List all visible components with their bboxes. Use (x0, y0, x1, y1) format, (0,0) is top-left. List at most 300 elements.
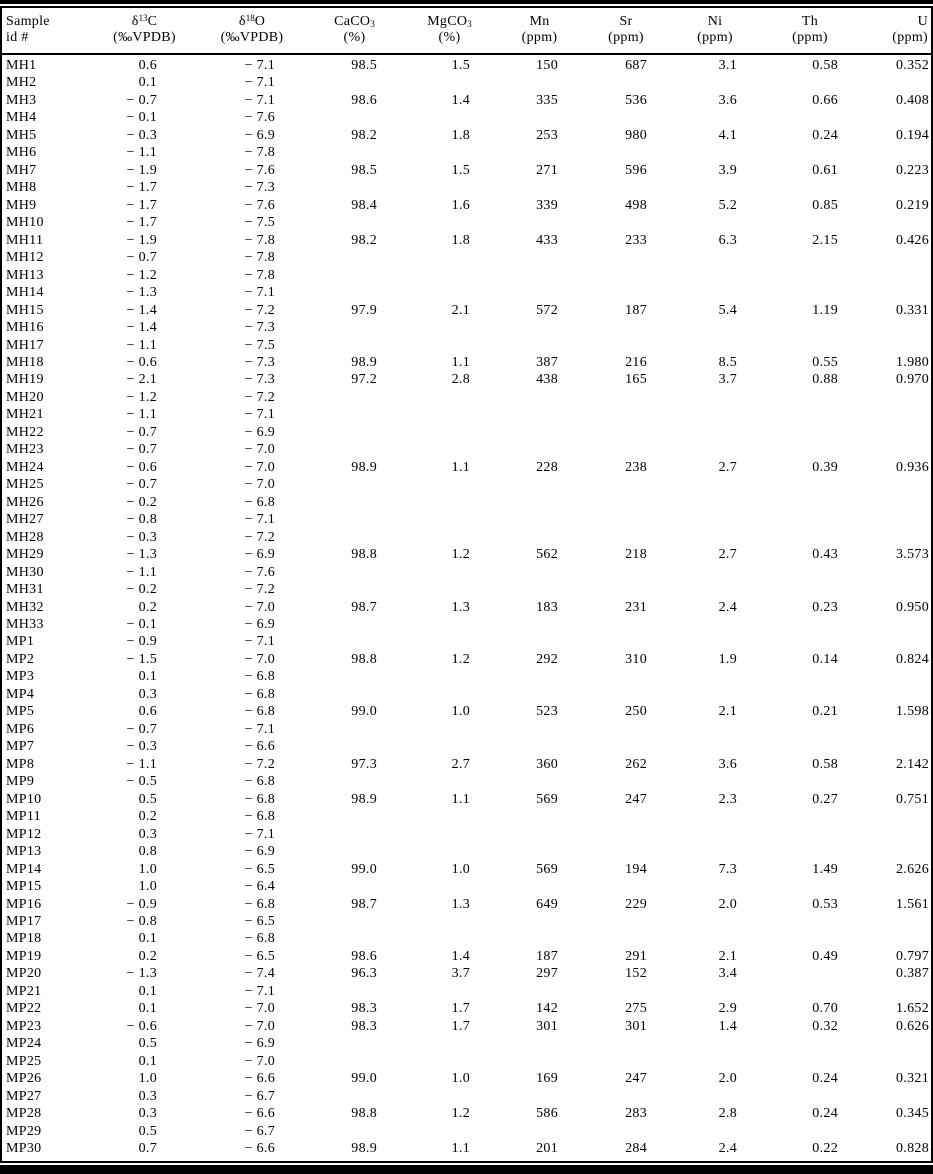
cell-mgco3: 1.1 (451, 354, 470, 370)
cell-ni (670, 983, 760, 1000)
cell-caco3: 98.8 (351, 547, 377, 563)
cell-caco3 (307, 74, 402, 91)
cell-caco3: 98.2 (351, 232, 377, 248)
column-unit: (%) (343, 30, 366, 45)
cell-mgco3: 1.2 (451, 651, 470, 667)
bottom-thick-rule (0, 1165, 933, 1174)
cell-th: 0.70 (812, 1001, 838, 1017)
cell-mgco3 (402, 214, 497, 231)
cell-sr: 218 (625, 547, 647, 563)
cell-d18o: − 6.9 (244, 1036, 275, 1052)
cell-ni (670, 668, 760, 685)
cell-mgco3 (402, 74, 497, 91)
cell-ni: 2.3 (718, 791, 737, 807)
cell-mn: 569 (536, 791, 558, 807)
cell-sample-id: MP18 (6, 931, 42, 947)
cell-d13c: − 0.7 (126, 477, 157, 493)
table-row (2, 371, 931, 388)
cell-d18o: − 6.5 (244, 913, 275, 929)
table-row (2, 983, 931, 1000)
cell-sr: 250 (625, 704, 647, 720)
cell-d13c: − 0.6 (126, 354, 157, 370)
cell-th (760, 721, 860, 738)
cell-u: 0.194 (896, 127, 929, 143)
cell-mgco3 (402, 930, 497, 947)
cell-th: 0.22 (812, 1141, 838, 1157)
cell-caco3 (307, 389, 402, 406)
cell-caco3 (307, 808, 402, 825)
cell-sample-id: MP21 (6, 983, 42, 999)
cell-sr (582, 389, 670, 406)
cell-d18o: − 6.9 (244, 547, 275, 563)
cell-sample-id: MP23 (6, 1018, 42, 1034)
cell-d18o: − 7.6 (244, 197, 275, 213)
cell-mgco3 (402, 913, 497, 930)
table-row (2, 930, 931, 947)
cell-sr: 687 (625, 58, 647, 73)
cell-sample-id: MH24 (6, 459, 44, 475)
table-row (2, 1123, 931, 1140)
cell-d13c: 0.6 (138, 704, 157, 720)
cell-d13c: 1.0 (138, 861, 157, 877)
cell-mgco3: 3.7 (451, 966, 470, 982)
cell-d18o: − 7.1 (244, 826, 275, 842)
table-row (2, 109, 931, 126)
cell-sample-id: MH29 (6, 547, 44, 563)
cell-d13c: 0.1 (138, 75, 157, 91)
cell-d18o: − 7.0 (244, 1053, 275, 1069)
cell-sr: 310 (625, 651, 647, 667)
cell-u (860, 511, 931, 528)
cell-ni: 3.7 (718, 372, 737, 388)
cell-th (760, 913, 860, 930)
cell-mn (497, 633, 582, 650)
cell-mgco3 (402, 179, 497, 196)
cell-u (860, 74, 931, 91)
cell-th (760, 965, 860, 982)
cell-mn: 301 (536, 1018, 558, 1034)
cell-th (760, 109, 860, 126)
table-row (2, 459, 931, 476)
cell-th (760, 267, 860, 284)
table-row (2, 302, 931, 319)
cell-u: 0.426 (896, 232, 929, 248)
cell-sample-id: MH1 (6, 58, 37, 73)
cell-d18o: − 7.0 (244, 442, 275, 458)
cell-sr (582, 738, 670, 755)
cell-sr (582, 826, 670, 843)
cell-sample-id: MP17 (6, 913, 42, 929)
table-row (2, 668, 931, 685)
cell-mn (497, 564, 582, 581)
table-row (2, 337, 931, 354)
cell-d13c: − 0.6 (126, 1018, 157, 1034)
cell-mgco3 (402, 616, 497, 633)
cell-d18o: − 7.0 (244, 477, 275, 493)
cell-th (760, 74, 860, 91)
cell-caco3: 98.3 (351, 1018, 377, 1034)
cell-d18o: − 7.0 (244, 651, 275, 667)
cell-d13c: 0.1 (138, 1053, 157, 1069)
cell-mgco3 (402, 284, 497, 301)
cell-mn (497, 109, 582, 126)
table-row (2, 773, 931, 790)
cell-sample-id: MH9 (6, 197, 37, 213)
cell-d18o: − 7.1 (244, 58, 275, 73)
cell-mn (497, 389, 582, 406)
cell-u (860, 843, 931, 860)
cell-sr: 536 (625, 92, 647, 108)
cell-sample-id: MH3 (6, 92, 37, 108)
cell-u (860, 721, 931, 738)
cell-sr (582, 686, 670, 703)
cell-ni (670, 337, 760, 354)
cell-u: 1.598 (896, 704, 929, 720)
cell-th (760, 668, 860, 685)
cell-d13c: − 1.2 (126, 267, 157, 283)
cell-caco3: 98.5 (351, 162, 377, 178)
cell-u: 0.387 (896, 966, 929, 982)
cell-sample-id: MP30 (6, 1141, 42, 1157)
cell-th (760, 494, 860, 511)
cell-u: 0.408 (896, 92, 929, 108)
column-title: CaCO$_3$ (334, 14, 375, 29)
cell-mn: 169 (536, 1071, 558, 1087)
cell-sample-id: MP3 (6, 669, 35, 685)
cell-mgco3 (402, 1035, 497, 1052)
cell-d18o: − 7.1 (244, 407, 275, 423)
cell-u (860, 808, 931, 825)
cell-d13c: − 0.8 (126, 512, 157, 528)
cell-caco3 (307, 564, 402, 581)
table-row (2, 1035, 931, 1052)
table-row (2, 896, 931, 913)
cell-sample-id: MH27 (6, 512, 44, 528)
column-title: Ni (707, 14, 723, 29)
cell-sr: 247 (625, 791, 647, 807)
cell-mn (497, 721, 582, 738)
cell-mn (497, 511, 582, 528)
cell-sample-id: MP11 (6, 809, 41, 825)
table-row (2, 389, 931, 406)
cell-u (860, 476, 931, 493)
cell-caco3 (307, 511, 402, 528)
column-header-caco3 (307, 14, 402, 53)
cell-d13c: 0.1 (138, 983, 157, 999)
cell-mn (497, 1035, 582, 1052)
cell-d18o: − 7.2 (244, 756, 275, 772)
cell-sr (582, 564, 670, 581)
table-row (2, 406, 931, 423)
cell-d13c: − 0.7 (126, 92, 157, 108)
cell-mgco3: 1.5 (451, 58, 470, 73)
cell-u: 1.980 (896, 354, 929, 370)
cell-ni (670, 633, 760, 650)
cell-th: 0.27 (812, 791, 838, 807)
column-header-ni (670, 14, 760, 53)
cell-sample-id: MH15 (6, 302, 44, 318)
cell-sample-id: MH31 (6, 582, 44, 598)
cell-u: 2.626 (896, 861, 929, 877)
table-row (2, 1088, 931, 1105)
cell-d13c: − 1.4 (126, 320, 157, 336)
cell-sr: 247 (625, 1071, 647, 1087)
cell-d18o: − 6.7 (244, 1123, 275, 1139)
cell-caco3 (307, 494, 402, 511)
cell-ni: 2.4 (718, 1141, 737, 1157)
cell-d13c: − 0.7 (126, 250, 157, 266)
cell-d18o: − 6.8 (244, 669, 275, 685)
cell-mn (497, 843, 582, 860)
cell-sample-id: MP19 (6, 948, 42, 964)
cell-mn (497, 878, 582, 895)
cell-d13c: 0.3 (138, 1088, 157, 1104)
cell-u (860, 214, 931, 231)
cell-caco3: 99.0 (351, 861, 377, 877)
cell-mgco3 (402, 1088, 497, 1105)
cell-sr: 498 (625, 197, 647, 213)
cell-sample-id: MH14 (6, 285, 44, 301)
cell-sample-id: MH20 (6, 389, 44, 405)
cell-u: 0.626 (896, 1018, 929, 1034)
cell-sr (582, 983, 670, 1000)
cell-d13c: 0.5 (138, 1036, 157, 1052)
cell-sample-id: MH6 (6, 145, 37, 161)
cell-d13c: 1.0 (138, 879, 157, 895)
cell-mgco3: 2.8 (451, 372, 470, 388)
cell-mgco3 (402, 721, 497, 738)
cell-sample-id: MP5 (6, 704, 35, 720)
cell-sr: 238 (625, 459, 647, 475)
cell-mn (497, 337, 582, 354)
cell-mn (497, 267, 582, 284)
cell-sample-id: MP1 (6, 634, 35, 650)
cell-mgco3: 2.7 (451, 756, 470, 772)
cell-th (760, 144, 860, 161)
cell-u (860, 144, 931, 161)
cell-th: 0.49 (812, 948, 838, 964)
cell-mn (497, 529, 582, 546)
cell-th (760, 633, 860, 650)
cell-ni (670, 144, 760, 161)
cell-sr: 187 (625, 302, 647, 318)
cell-sr (582, 476, 670, 493)
cell-sr: 275 (625, 1001, 647, 1017)
table-row (2, 424, 931, 441)
cell-sr (582, 773, 670, 790)
cell-d13c: 0.1 (138, 669, 157, 685)
cell-d13c: − 0.7 (126, 721, 157, 737)
cell-mgco3: 1.0 (451, 1071, 470, 1087)
cell-d13c: − 0.3 (126, 529, 157, 545)
cell-u (860, 529, 931, 546)
cell-d13c: 0.1 (138, 931, 157, 947)
cell-caco3 (307, 616, 402, 633)
cell-th: 2.15 (812, 232, 838, 248)
cell-sr: 194 (625, 861, 647, 877)
cell-caco3 (307, 826, 402, 843)
cell-th (760, 406, 860, 423)
cell-sr (582, 1053, 670, 1070)
table-row (2, 965, 931, 982)
cell-d18o: − 7.3 (244, 180, 275, 196)
cell-mn: 387 (536, 354, 558, 370)
cell-d13c: − 0.5 (126, 774, 157, 790)
cell-sr: 229 (625, 896, 647, 912)
table-row (2, 808, 931, 825)
cell-th (760, 616, 860, 633)
cell-caco3 (307, 179, 402, 196)
cell-sr (582, 843, 670, 860)
cell-u: 0.331 (896, 302, 929, 318)
cell-mn (497, 668, 582, 685)
cell-d18o: − 7.2 (244, 302, 275, 318)
cell-caco3: 98.3 (351, 1001, 377, 1017)
cell-sample-id: MP13 (6, 844, 42, 860)
cell-ni: 6.3 (718, 232, 737, 248)
table-row (2, 616, 931, 633)
table-row (2, 267, 931, 284)
cell-sr: 262 (625, 756, 647, 772)
cell-caco3: 98.6 (351, 92, 377, 108)
cell-ni (670, 214, 760, 231)
cell-d13c: − 1.9 (126, 162, 157, 178)
cell-sample-id: MP16 (6, 896, 42, 912)
cell-sr (582, 284, 670, 301)
cell-sr (582, 1035, 670, 1052)
cell-d18o: − 7.1 (244, 634, 275, 650)
cell-d18o: − 7.4 (244, 966, 275, 982)
cell-d18o: − 6.9 (244, 617, 275, 632)
cell-d18o: − 7.8 (244, 250, 275, 266)
table-row (2, 74, 931, 91)
table-row (2, 529, 931, 546)
column-title: Sr (619, 14, 633, 29)
cell-u (860, 668, 931, 685)
cell-d13c: 0.5 (138, 791, 157, 807)
cell-u (860, 581, 931, 598)
table-row (2, 57, 931, 74)
cell-u (860, 1088, 931, 1105)
cell-d18o: − 7.5 (244, 215, 275, 231)
cell-caco3: 98.2 (351, 127, 377, 143)
cell-mgco3 (402, 249, 497, 266)
cell-mgco3 (402, 337, 497, 354)
cell-d13c: − 0.8 (126, 913, 157, 929)
cell-d18o: − 7.1 (244, 983, 275, 999)
cell-mn (497, 406, 582, 423)
cell-d18o: − 7.6 (244, 110, 275, 126)
cell-ni: 2.0 (718, 1071, 737, 1087)
cell-d13c: − 1.3 (126, 285, 157, 301)
table-header (2, 8, 931, 55)
cell-d13c: − 0.3 (126, 127, 157, 143)
cell-u: 1.561 (896, 896, 929, 912)
cell-ni (670, 74, 760, 91)
cell-sr (582, 529, 670, 546)
cell-mn (497, 616, 582, 633)
cell-d18o: − 6.8 (244, 931, 275, 947)
cell-d13c: − 0.1 (126, 110, 157, 126)
cell-mn: 335 (536, 92, 558, 108)
cell-mgco3 (402, 109, 497, 126)
cell-ni: 3.1 (718, 58, 737, 73)
table-row (2, 144, 931, 161)
cell-sr: 980 (625, 127, 647, 143)
cell-mgco3: 1.7 (451, 1001, 470, 1017)
column-title: MgCO$_3$ (427, 14, 472, 29)
cell-mgco3 (402, 808, 497, 825)
cell-ni: 3.9 (718, 162, 737, 178)
cell-ni (670, 686, 760, 703)
cell-sr (582, 808, 670, 825)
cell-sr (582, 319, 670, 336)
cell-mn (497, 808, 582, 825)
cell-d18o: − 7.6 (244, 162, 275, 178)
cell-ni (670, 1053, 760, 1070)
table-row (2, 162, 931, 179)
cell-mn: 297 (536, 966, 558, 982)
cell-caco3 (307, 1123, 402, 1140)
cell-d13c: 0.1 (138, 1001, 157, 1017)
table-row (2, 354, 931, 371)
table-row (2, 1018, 931, 1035)
column-header-sample-id (2, 14, 92, 53)
cell-sample-id: MH4 (6, 110, 37, 126)
cell-u (860, 773, 931, 790)
cell-d13c: − 1.7 (126, 215, 157, 231)
table-row (2, 843, 931, 860)
cell-u (860, 406, 931, 423)
cell-d13c: − 1.1 (126, 564, 157, 580)
cell-sample-id: MP28 (6, 1106, 42, 1122)
cell-sample-id: MH18 (6, 354, 44, 370)
cell-mgco3 (402, 633, 497, 650)
table-row (2, 599, 931, 616)
cell-mn (497, 686, 582, 703)
cell-mn: 569 (536, 861, 558, 877)
cell-ni (670, 441, 760, 458)
cell-mgco3 (402, 406, 497, 423)
cell-d18o: − 7.2 (244, 582, 275, 598)
cell-sample-id: MP24 (6, 1036, 42, 1052)
cell-sample-id: MH22 (6, 424, 44, 440)
cell-sr (582, 494, 670, 511)
cell-d13c: − 1.4 (126, 302, 157, 318)
cell-d13c: − 0.6 (126, 459, 157, 475)
cell-d18o: − 6.8 (244, 686, 275, 702)
cell-sr (582, 267, 670, 284)
cell-ni: 3.6 (718, 92, 737, 108)
cell-ni: 4.1 (718, 127, 737, 143)
cell-sr (582, 337, 670, 354)
cell-caco3 (307, 738, 402, 755)
cell-ni: 7.3 (718, 861, 737, 877)
cell-ni: 1.9 (718, 651, 737, 667)
cell-ni: 3.4 (718, 966, 737, 982)
cell-ni: 8.5 (718, 354, 737, 370)
cell-d13c: − 1.7 (126, 197, 157, 213)
cell-caco3: 99.0 (351, 704, 377, 720)
cell-ni (670, 564, 760, 581)
cell-caco3 (307, 930, 402, 947)
cell-sample-id: MH25 (6, 477, 44, 493)
cell-sample-id: MP25 (6, 1053, 42, 1069)
cell-caco3 (307, 1088, 402, 1105)
column-title: U (917, 14, 928, 29)
cell-ni: 5.4 (718, 302, 737, 318)
table-row (2, 319, 931, 336)
